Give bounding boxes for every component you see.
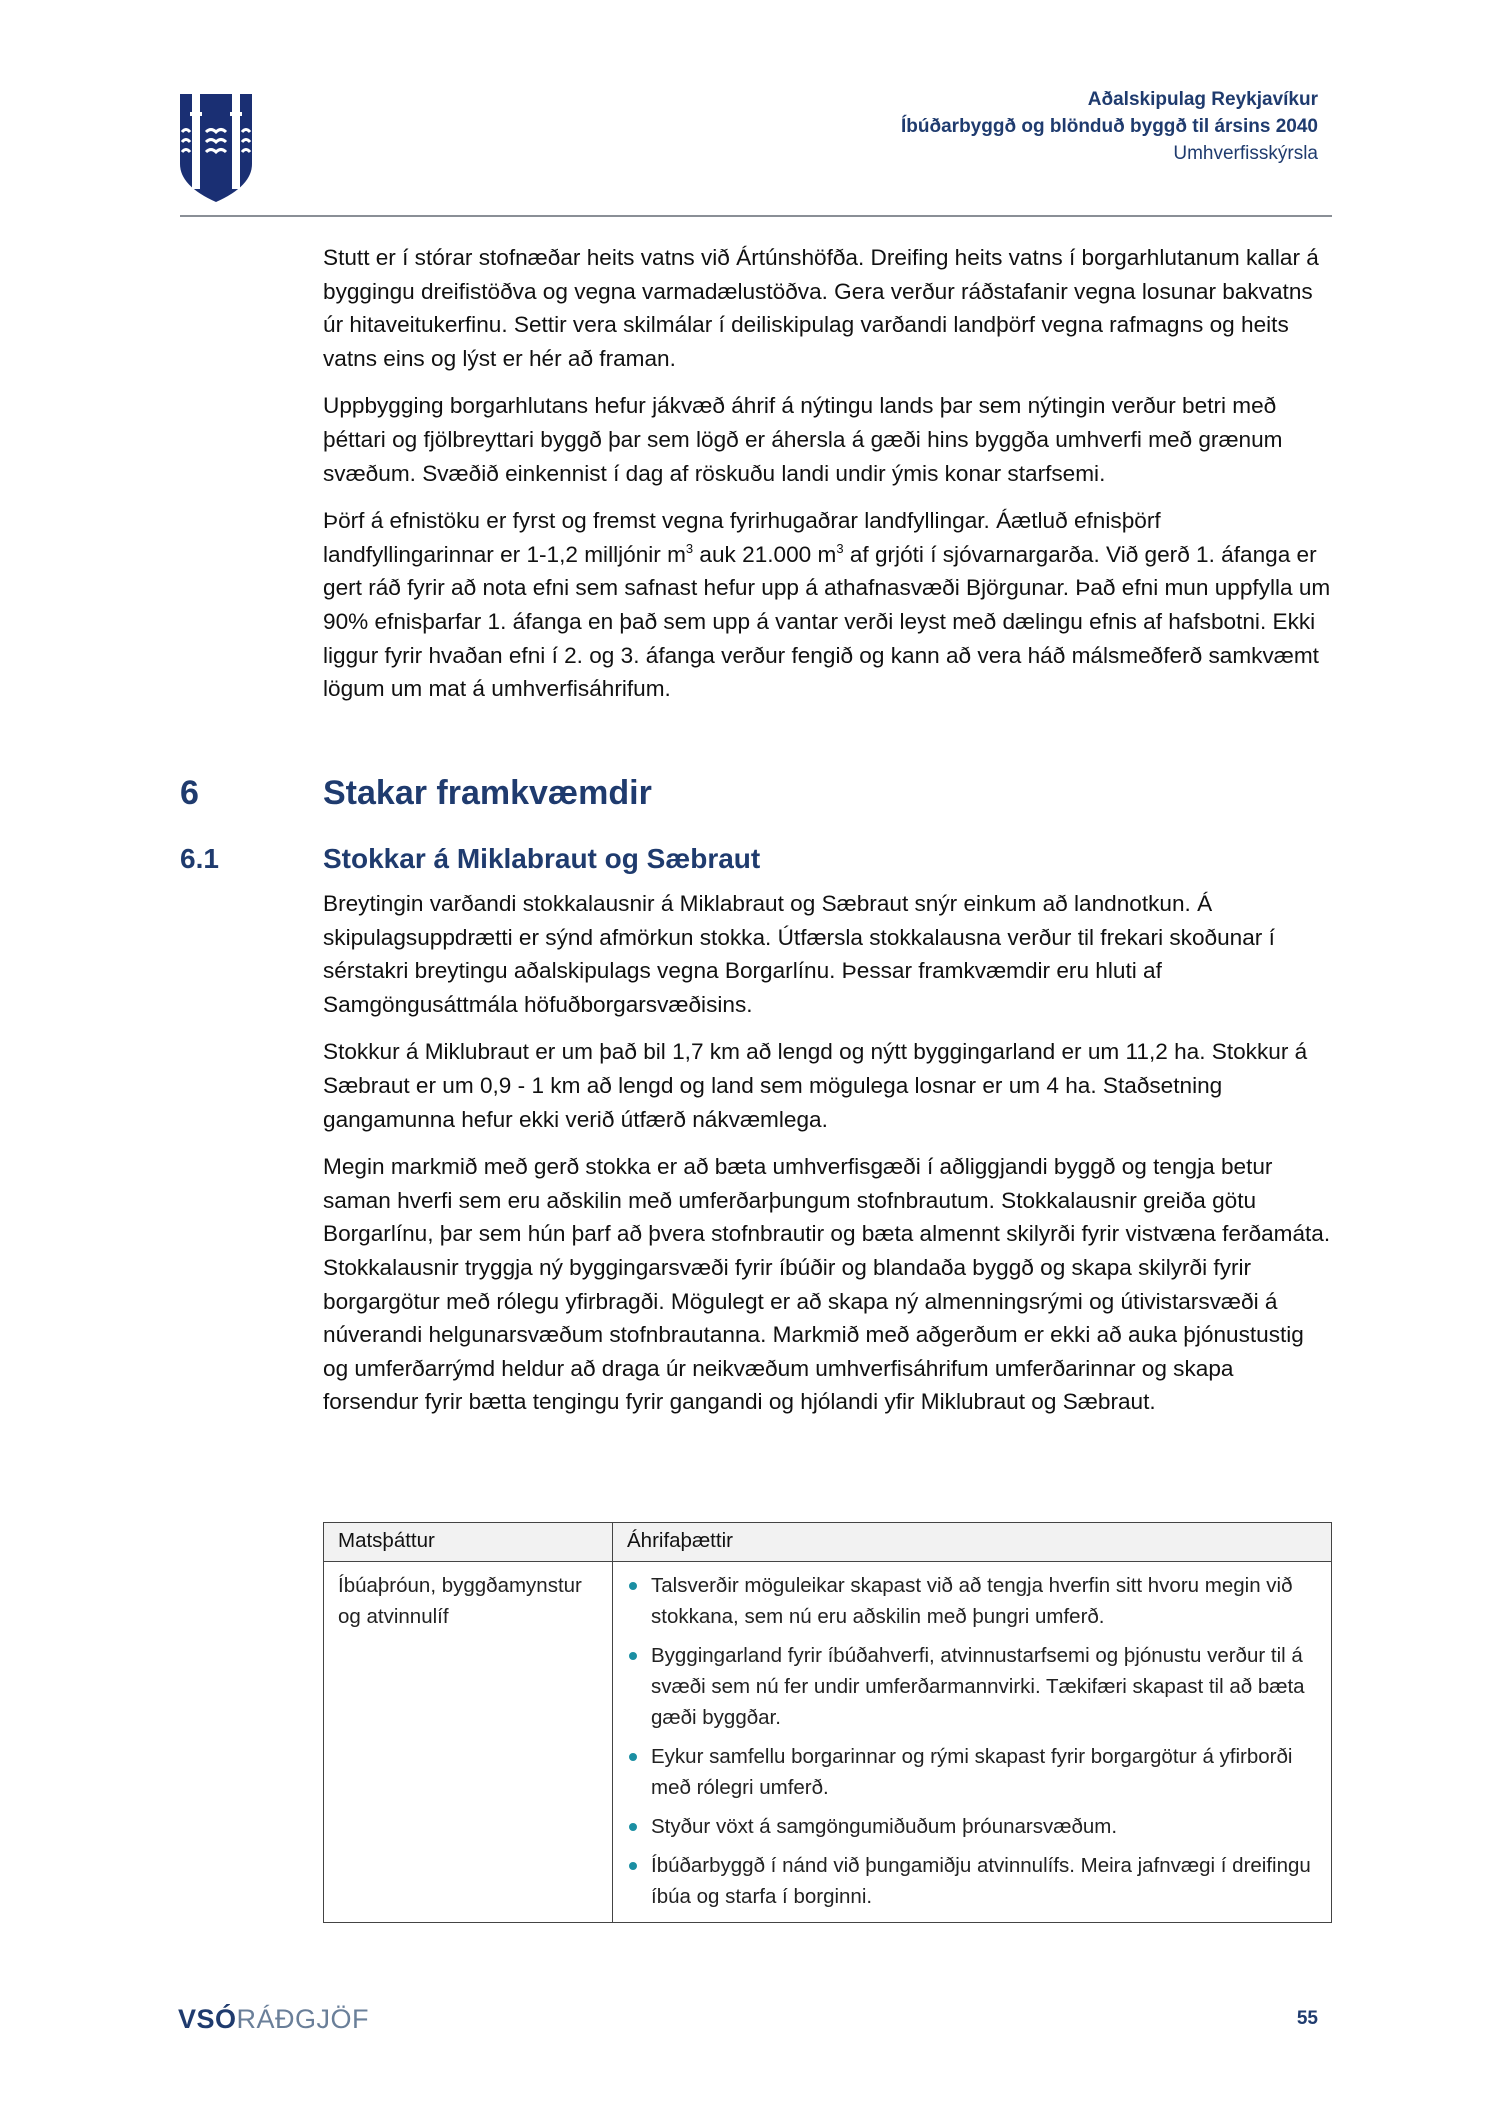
column-header: Matsþáttur xyxy=(324,1523,613,1562)
section-number: 6 xyxy=(180,774,199,812)
paragraph xyxy=(323,504,1335,706)
logo-bold-text: VSÓ xyxy=(178,2004,237,2034)
document-header xyxy=(901,86,1318,167)
subsection-text xyxy=(323,887,1335,1433)
bullet-icon xyxy=(629,1823,637,1831)
list-item xyxy=(627,1741,1317,1803)
header-report-type: Umhverfisskýrsla xyxy=(1173,143,1318,164)
bullet-icon xyxy=(629,1582,637,1590)
table-cell-factor: Íbúaþróun, byggðamynstur og atvinnulíf xyxy=(324,1562,613,1923)
logo-light-text: RÁÐGJÖF xyxy=(236,2004,370,2034)
paragraph: Stokkur á Miklubraut er um það bil 1,7 km að lengd og nýtt byggingarland er um 11,2 ha. Stokkur á Sæbraut er um 0,9 - 1 km að lengd og land sem mögulega losnar er um 4 ha. Staðsetning gangamunna hefur ekki verið útfærð nákvæmlega. xyxy=(323,1039,1308,1132)
superscript: 3 xyxy=(836,540,844,556)
superscript: 3 xyxy=(685,540,694,556)
paragraph: Breytingin varðandi stokkalausnir á Miklabraut og Sæbraut snýr einkum að landnotkun. Á skipulagsuppdrætti er sýnd afmörkun stokka. Útfærsla stokkalausna verður til frekari skoðunar í sérstakri breytingu aðalskipulags vegna Borgarlínu. Þessar framkvæmdir eru hluti af Samgöngusáttmála höfuðborgarsvæðisins. xyxy=(323,891,1275,1017)
table-cell-effects xyxy=(613,1562,1332,1923)
subsection-heading xyxy=(180,843,761,875)
list-item-text: Eykur samfellu borgarinnar og rými skapast fyrir borgargötur á yfirborði með rólegri umferð. xyxy=(651,1745,1293,1799)
list-item-text: Íbúðarbyggð í nánd við þungamiðju atvinnulífs. Meira jafnvægi í dreifingu íbúa og starfa í borginni. xyxy=(651,1854,1311,1908)
list-item-text: Styður vöxt á samgöngumiðuðum þróunarsvæðum. xyxy=(651,1815,1118,1838)
text-span: auk 21.000 m xyxy=(693,541,837,567)
subsection-title: Stokkar á Miklabraut og Sæbraut xyxy=(323,843,761,874)
list-item xyxy=(627,1570,1317,1632)
list-item xyxy=(627,1811,1317,1842)
vso-radgjof-logo xyxy=(178,2004,369,2035)
page-number: 55 xyxy=(1296,2008,1318,2029)
bullet-icon xyxy=(629,1862,637,1870)
header-divider xyxy=(180,215,1332,217)
assessment-table xyxy=(323,1522,1332,1923)
reykjavik-coat-of-arms-logo xyxy=(180,94,252,202)
header-title: Aðalskipulag Reykjavíkur xyxy=(1087,89,1318,110)
section-title: Stakar framkvæmdir xyxy=(323,774,652,812)
bullet-icon xyxy=(629,1652,637,1660)
list-item xyxy=(627,1850,1317,1912)
table-row xyxy=(324,1562,1332,1923)
list-item-text: Talsverðir möguleikar skapast við að tengja hverfin sitt hvoru megin við stokkana, sem nú eru aðskilin með þungri umferð. xyxy=(651,1574,1293,1628)
text-span: af grjóti í sjóvarnargarða. Við gerð 1. áfanga er gert ráð fyrir að nota efni sem safnast hefur upp á athafnasvæði Björgunar. Það efni mun uppfylla um 90% efnisþarfar 1. áfanga en það sem upp á vantar verði leyst með dælingu efnis af hafsbotni. Ekki liggur fyrir hvaðan efni í 2. og 3. áfanga verður fengið og kann að vera háð málsmeðferð samkvæmt lögum um mat á umhverfisáhrifum. xyxy=(323,541,1331,702)
bullet-icon xyxy=(629,1753,637,1761)
paragraph: Stutt er í stórar stofnæðar heits vatns við Ártúnshöfða. Dreifing heits vatns í borgarhlutanum kallar á byggingu dreifistöðva og vegna varmadælustöðva. Gera verður ráðstafanir vegna losunar bakvatns úr hitaveitukerfinu. Settir vera skilmálar í deiliskipulag varðandi landþörf vegna rafmagns og heits vatns eins og lýst er hér að framan. xyxy=(323,245,1319,371)
paragraph: Uppbygging borgarhlutans hefur jákvæð áhrif á nýtingu lands þar sem nýtingin verður betri með þéttari og fjölbreyttari byggð þar sem lögð er áhersla á gæði hins byggða umhverfi með grænum svæðum. Svæðið einkennist í dag af röskuðu landi undir ýmis konar starfsemi. xyxy=(323,393,1283,486)
header-subtitle: Íbúðarbyggð og blönduð byggð til ársins 2040 xyxy=(901,116,1318,137)
body-text xyxy=(323,241,1335,720)
bullet-list xyxy=(627,1570,1317,1912)
section-heading xyxy=(180,774,652,813)
text-span: Þörf á efnistöku er fyrst og fremst vegna fyrirhugaðrar landfyllingar. Áætluð efnisþörf landfyllingarinnar er 1-1,2 milljónir m xyxy=(323,508,1161,567)
column-header: Áhrifaþættir xyxy=(613,1523,1332,1562)
table-header-row xyxy=(324,1523,1332,1562)
paragraph: Megin markmið með gerð stokka er að bæta umhverfisgæði í aðliggjandi byggð og tengja betur saman hverfi sem eru aðskilin með umferðarþungum stofnbrautum. Stokkalausnir greiða götu Borgarlínu, þar sem hún þarf að þvera stofnbrautir og bæta almennt skilyrði fyrir vistvæna ferðamáta. Stokkalausnir tryggja ný byggingarsvæði fyrir íbúðir og blandaða byggð og skapa skilyrði fyrir borgargötur með rólegu yfirbragði. Mögulegt er að skapa ný almenningsrými og útivistarsvæði á núverandi helgunarsvæðum stofnbrautanna. Markmið með aðgerðum er ekki að auka þjónustustig og umferðarrýmd heldur að draga úr neikvæðum umhverfisáhrifum umferðarinnar og skapa forsendur fyrir bætta tengingu fyrir gangandi og hjólandi yfir Miklubraut og Sæbraut. xyxy=(323,1154,1331,1415)
list-item xyxy=(627,1640,1317,1733)
subsection-number: 6.1 xyxy=(180,843,219,874)
list-item-text: Byggingarland fyrir íbúðahverfi, atvinnustarfsemi og þjónustu verður til á svæði sem nú fer undir umferðarmannvirki. Tækifæri skapast til að bæta gæði byggðar. xyxy=(651,1644,1305,1729)
